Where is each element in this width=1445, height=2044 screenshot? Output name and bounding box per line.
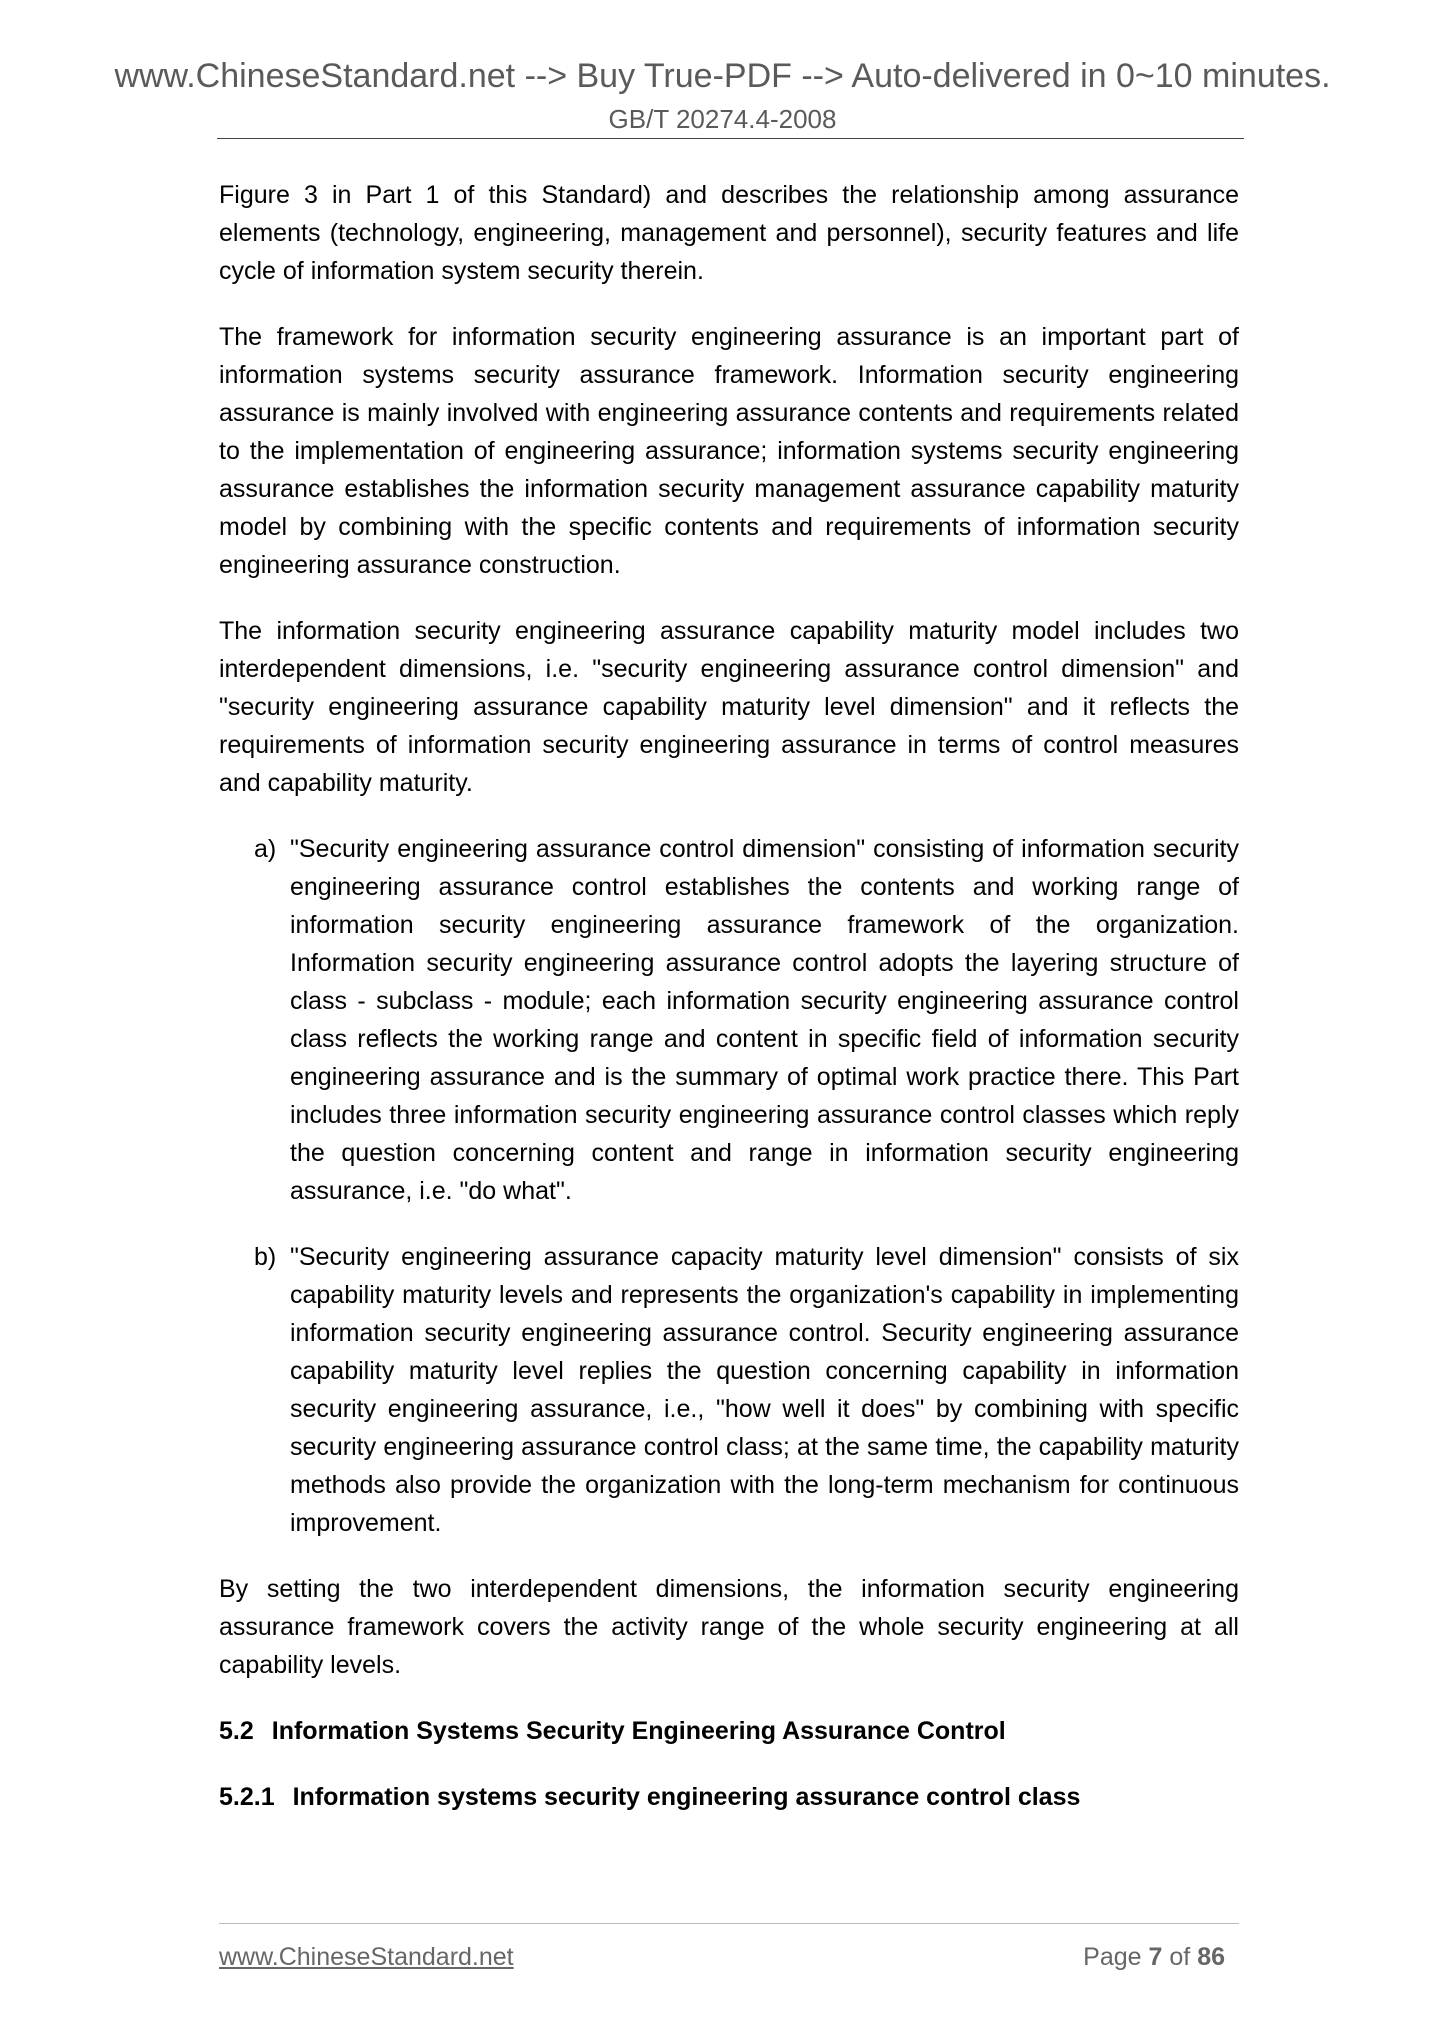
page-of: of (1169, 1943, 1191, 1971)
list-item-text: "Security engineering assurance capacity maturity level dimension" consists of six capability maturity levels and represents the organization's capability in implementing information security engineering assurance control. Security engineering assurance capability maturity level replies the question concerning capability in information security engineering assurance, i.e., "how well it does" by combining with specific security engineering assurance control class; at the same time, the capability maturity methods also provide the organization with the long-term mechanism for continuous improvement. (290, 1243, 1239, 1537)
header-banner: www.ChineseStandard.net --> Buy True-PDF --> Auto-delivered in 0~10 minutes. (114, 57, 1331, 95)
list-item-a (219, 830, 1239, 1210)
page-current: 7 (1148, 1943, 1163, 1971)
paragraph: The framework for information security engineering assurance is an important part of information systems security assurance framework. Information security engineering assurance is mainly involved with engineering assurance contents and requirements related to the implementation of engineering assurance; information systems security engineering assurance establishes the information security management assurance capability maturity model by combining with the specific contents and requirements of information security engineering assurance construction. (219, 323, 1239, 579)
page-total: 86 (1197, 1943, 1225, 1971)
section-title: Information systems security engineering assurance control class (292, 1783, 1081, 1811)
section-title: Information Systems Security Engineering Assurance Control (271, 1717, 1006, 1745)
list-marker: a) (254, 835, 277, 863)
section-heading-5-2-1 (219, 1778, 1239, 1816)
document-body (219, 176, 1239, 1844)
paragraph: By setting the two interdependent dimensions, the information security engineering assurance framework covers the activity range of the whole security engineering at all capability levels. (219, 1575, 1239, 1679)
list-item-b (219, 1238, 1239, 1542)
section-number: 5.2 (219, 1717, 254, 1745)
paragraph: Figure 3 in Part 1 of this Standard) and describes the relationship among assurance elements (technology, engineering, management and personnel), security features and life cycle of information system security therein. (219, 181, 1239, 285)
list-item-text: "Security engineering assurance control dimension" consisting of information security engineering assurance control establishes the contents and working range of information security engineering assurance framework of the organization. Information security engineering assurance control adopts the layering structure of class - subclass - module; each information security engineering assurance control class reflects the working range and content in specific field of information security engineering assurance and is the summary of optimal work practice there. This Part includes three information security engineering assurance control classes which reply the question concerning content and range in information security engineering assurance, i.e. "do what". (290, 835, 1239, 1205)
section-number: 5.2.1 (219, 1783, 275, 1811)
footer-divider (219, 1923, 1239, 1924)
footer-site-link[interactable]: www.ChineseStandard.net (219, 1943, 514, 1971)
list-marker: b) (254, 1243, 277, 1271)
page-indicator (1083, 1942, 1225, 1972)
header-divider (217, 138, 1244, 139)
page-label: Page (1083, 1943, 1142, 1971)
paragraph: The information security engineering assurance capability maturity model includes two interdependent dimensions, i.e. "security engineering assurance control dimension" and "security engineering assurance capability maturity level dimension" and it reflects the requirements of information security engineering assurance in terms of control measures and capability maturity. (219, 617, 1239, 797)
standard-number: GB/T 20274.4-2008 (608, 104, 837, 134)
section-heading-5-2 (219, 1712, 1239, 1750)
